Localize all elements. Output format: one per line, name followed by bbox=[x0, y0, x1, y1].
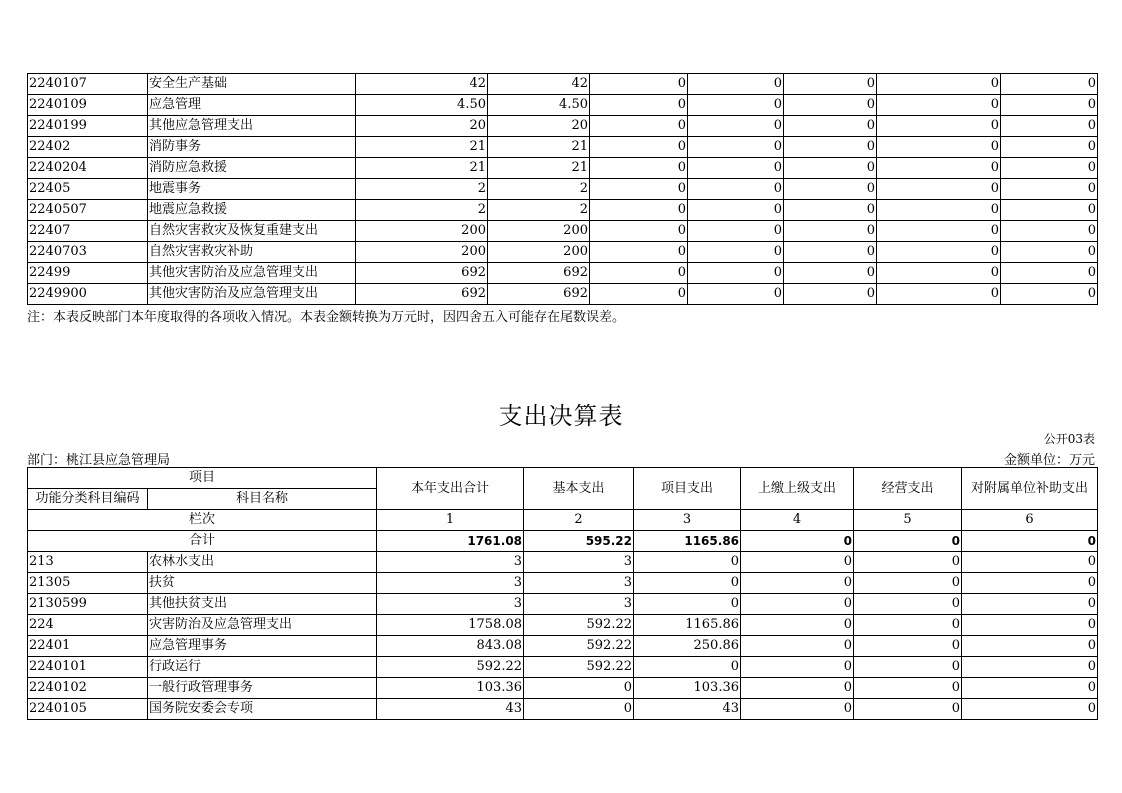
row-value: 0 bbox=[1001, 221, 1098, 242]
total-cell: 595.22 bbox=[524, 531, 634, 552]
row-name: 自然灾害救灾补助 bbox=[148, 242, 356, 263]
row-value: 0 bbox=[590, 158, 688, 179]
row-value: 2 bbox=[488, 179, 590, 200]
row-value: 692 bbox=[488, 284, 590, 305]
total-cell: 1165.86 bbox=[634, 531, 741, 552]
row-value: 0 bbox=[1001, 158, 1098, 179]
row-value: 4.50 bbox=[488, 95, 590, 116]
table-row bbox=[28, 242, 1098, 263]
row-value: 0 bbox=[854, 573, 962, 594]
row-value: 0 bbox=[962, 594, 1098, 615]
table-row bbox=[28, 636, 1098, 657]
page-title: 支出决算表 bbox=[498, 402, 624, 430]
table-row bbox=[28, 552, 1098, 573]
unit-label: 金额单位：万元 bbox=[1003, 453, 1095, 468]
row-value: 0 bbox=[741, 615, 854, 636]
table-row bbox=[28, 678, 1098, 699]
row-value: 42 bbox=[356, 74, 488, 95]
row-value: 0 bbox=[741, 636, 854, 657]
row-value: 692 bbox=[356, 263, 488, 284]
row-name: 扶贫 bbox=[148, 573, 377, 594]
row-value: 2 bbox=[488, 200, 590, 221]
table-row bbox=[28, 263, 1098, 284]
total-cell: 1761.08 bbox=[377, 531, 524, 552]
row-value: 43 bbox=[634, 699, 741, 720]
seq-cell: 3 bbox=[634, 510, 741, 531]
row-value: 592.22 bbox=[524, 636, 634, 657]
row-value: 3 bbox=[377, 594, 524, 615]
total-cell: 0 bbox=[854, 531, 962, 552]
row-value: 21 bbox=[356, 137, 488, 158]
row-value: 0 bbox=[854, 636, 962, 657]
row-code: 2249900 bbox=[28, 284, 148, 305]
col-header-3: 项目支出 bbox=[634, 468, 741, 510]
row-name: 安全生产基础 bbox=[148, 74, 356, 95]
row-value: 0 bbox=[877, 95, 1001, 116]
row-value: 0 bbox=[590, 284, 688, 305]
row-value: 0 bbox=[854, 615, 962, 636]
row-value: 0 bbox=[688, 116, 784, 137]
row-code: 2240107 bbox=[28, 74, 148, 95]
row-code: 22407 bbox=[28, 221, 148, 242]
row-value: 0 bbox=[524, 699, 634, 720]
row-code: 2130599 bbox=[28, 594, 148, 615]
row-value: 0 bbox=[1001, 242, 1098, 263]
table-row bbox=[28, 179, 1098, 200]
row-value: 0 bbox=[688, 200, 784, 221]
total-cell: 0 bbox=[741, 531, 854, 552]
row-value: 0 bbox=[688, 284, 784, 305]
row-value: 0 bbox=[590, 74, 688, 95]
row-value: 0 bbox=[688, 242, 784, 263]
row-value: 0 bbox=[784, 95, 877, 116]
row-value: 0 bbox=[1001, 116, 1098, 137]
row-value: 0 bbox=[784, 200, 877, 221]
row-value: 0 bbox=[877, 158, 1001, 179]
row-name: 国务院安委会专项 bbox=[148, 699, 377, 720]
row-value: 42 bbox=[488, 74, 590, 95]
row-value: 0 bbox=[877, 137, 1001, 158]
row-value: 0 bbox=[688, 74, 784, 95]
row-name: 其他灾害防治及应急管理支出 bbox=[148, 284, 356, 305]
row-value: 0 bbox=[962, 615, 1098, 636]
row-value: 4.50 bbox=[356, 95, 488, 116]
row-value: 0 bbox=[741, 657, 854, 678]
row-value: 692 bbox=[356, 284, 488, 305]
seq-cell: 6 bbox=[962, 510, 1098, 531]
row-value: 0 bbox=[590, 95, 688, 116]
seq-cell: 4 bbox=[741, 510, 854, 531]
row-value: 0 bbox=[741, 594, 854, 615]
row-code: 21305 bbox=[28, 573, 148, 594]
row-value: 0 bbox=[784, 116, 877, 137]
row-value: 0 bbox=[877, 116, 1001, 137]
row-code: 2240102 bbox=[28, 678, 148, 699]
row-code: 2240101 bbox=[28, 657, 148, 678]
row-code: 224 bbox=[28, 615, 148, 636]
row-value: 0 bbox=[784, 263, 877, 284]
row-value: 0 bbox=[962, 552, 1098, 573]
table-row bbox=[28, 74, 1098, 95]
row-value: 0 bbox=[1001, 263, 1098, 284]
row-name: 行政运行 bbox=[148, 657, 377, 678]
row-name: 其他应急管理支出 bbox=[148, 116, 356, 137]
table-row bbox=[28, 221, 1098, 242]
row-name: 地震应急救援 bbox=[148, 200, 356, 221]
row-value: 3 bbox=[524, 552, 634, 573]
row-value: 0 bbox=[524, 678, 634, 699]
row-value: 0 bbox=[634, 552, 741, 573]
row-code: 2240204 bbox=[28, 158, 148, 179]
code-col-header: 功能分类科目编码 bbox=[28, 489, 148, 510]
seq-cell: 1 bbox=[377, 510, 524, 531]
row-code: 22402 bbox=[28, 137, 148, 158]
row-value: 43 bbox=[377, 699, 524, 720]
row-value: 21 bbox=[488, 158, 590, 179]
row-value: 0 bbox=[590, 137, 688, 158]
row-value: 843.08 bbox=[377, 636, 524, 657]
seq-row bbox=[28, 510, 1098, 531]
table-note: 注：本表反映部门本年度取得的各项收入情况。本表金额转换为万元时，因四舍五入可能存在尾数误差。 bbox=[27, 310, 626, 325]
row-value: 103.36 bbox=[377, 678, 524, 699]
row-code: 2240199 bbox=[28, 116, 148, 137]
row-value: 0 bbox=[590, 179, 688, 200]
row-name: 一般行政管理事务 bbox=[148, 678, 377, 699]
row-value: 1758.08 bbox=[377, 615, 524, 636]
table-row bbox=[28, 116, 1098, 137]
row-value: 0 bbox=[1001, 95, 1098, 116]
row-value: 0 bbox=[854, 594, 962, 615]
row-value: 21 bbox=[488, 137, 590, 158]
col-header-6: 对附属单位补助支出 bbox=[962, 468, 1098, 510]
row-value: 0 bbox=[688, 158, 784, 179]
row-name: 其他扶贫支出 bbox=[148, 594, 377, 615]
row-value: 200 bbox=[488, 221, 590, 242]
row-name: 应急管理 bbox=[148, 95, 356, 116]
row-value: 0 bbox=[688, 179, 784, 200]
row-value: 0 bbox=[877, 200, 1001, 221]
row-name: 其他灾害防治及应急管理支出 bbox=[148, 263, 356, 284]
row-value: 0 bbox=[590, 116, 688, 137]
row-value: 3 bbox=[377, 552, 524, 573]
row-code: 2240703 bbox=[28, 242, 148, 263]
row-value: 0 bbox=[590, 242, 688, 263]
seq-cell: 5 bbox=[854, 510, 962, 531]
row-value: 250.86 bbox=[634, 636, 741, 657]
row-value: 3 bbox=[377, 573, 524, 594]
row-value: 0 bbox=[634, 594, 741, 615]
row-value: 0 bbox=[1001, 179, 1098, 200]
row-value: 0 bbox=[854, 552, 962, 573]
total-label: 合计 bbox=[28, 531, 377, 552]
row-value: 0 bbox=[877, 242, 1001, 263]
row-value: 592.22 bbox=[524, 615, 634, 636]
total-row bbox=[28, 531, 1098, 552]
seq-cell: 2 bbox=[524, 510, 634, 531]
table-row bbox=[28, 573, 1098, 594]
row-value: 0 bbox=[877, 179, 1001, 200]
row-name: 自然灾害救灾及恢复重建支出 bbox=[148, 221, 356, 242]
table-row bbox=[28, 284, 1098, 305]
row-value: 0 bbox=[784, 74, 877, 95]
row-value: 0 bbox=[741, 699, 854, 720]
row-value: 592.22 bbox=[377, 657, 524, 678]
header-row-1 bbox=[28, 468, 1098, 489]
row-value: 0 bbox=[877, 284, 1001, 305]
row-value: 0 bbox=[634, 657, 741, 678]
row-code: 213 bbox=[28, 552, 148, 573]
row-value: 0 bbox=[962, 657, 1098, 678]
row-value: 0 bbox=[688, 221, 784, 242]
row-code: 22499 bbox=[28, 263, 148, 284]
name-col-header: 科目名称 bbox=[148, 489, 377, 510]
row-code: 2240507 bbox=[28, 200, 148, 221]
row-value: 21 bbox=[356, 158, 488, 179]
row-code: 2240109 bbox=[28, 95, 148, 116]
row-value: 0 bbox=[962, 699, 1098, 720]
col-header-4: 上缴上级支出 bbox=[741, 468, 854, 510]
table-row bbox=[28, 594, 1098, 615]
table-row bbox=[28, 615, 1098, 636]
row-value: 0 bbox=[784, 158, 877, 179]
row-value: 0 bbox=[688, 137, 784, 158]
row-value: 0 bbox=[688, 263, 784, 284]
row-value: 0 bbox=[962, 636, 1098, 657]
row-value: 0 bbox=[1001, 200, 1098, 221]
col-header-5: 经营支出 bbox=[854, 468, 962, 510]
item-header: 项目 bbox=[28, 468, 377, 489]
row-name: 地震事务 bbox=[148, 179, 356, 200]
form-number: 公开03表 bbox=[1043, 432, 1095, 446]
row-value: 2 bbox=[356, 179, 488, 200]
row-name: 应急管理事务 bbox=[148, 636, 377, 657]
row-value: 0 bbox=[877, 263, 1001, 284]
expenditure-table bbox=[27, 467, 1098, 720]
row-value: 200 bbox=[356, 242, 488, 263]
row-value: 20 bbox=[356, 116, 488, 137]
row-value: 103.36 bbox=[634, 678, 741, 699]
row-value: 0 bbox=[877, 221, 1001, 242]
table-row bbox=[28, 95, 1098, 116]
row-value: 3 bbox=[524, 594, 634, 615]
table-row bbox=[28, 137, 1098, 158]
seq-label: 栏次 bbox=[28, 510, 377, 531]
row-value: 0 bbox=[784, 221, 877, 242]
department-label: 部门：桃江县应急管理局 bbox=[27, 453, 171, 468]
table-row bbox=[28, 699, 1098, 720]
row-value: 2 bbox=[356, 200, 488, 221]
row-value: 0 bbox=[854, 678, 962, 699]
row-name: 灾害防治及应急管理支出 bbox=[148, 615, 377, 636]
row-value: 200 bbox=[356, 221, 488, 242]
col-header-2: 基本支出 bbox=[524, 468, 634, 510]
row-value: 0 bbox=[590, 221, 688, 242]
row-value: 0 bbox=[590, 263, 688, 284]
table-row bbox=[28, 657, 1098, 678]
row-value: 1165.86 bbox=[634, 615, 741, 636]
row-value: 0 bbox=[634, 573, 741, 594]
row-value: 0 bbox=[854, 699, 962, 720]
table-row bbox=[28, 200, 1098, 221]
row-value: 0 bbox=[1001, 137, 1098, 158]
row-code: 2240105 bbox=[28, 699, 148, 720]
row-value: 0 bbox=[784, 284, 877, 305]
row-value: 200 bbox=[488, 242, 590, 263]
row-value: 0 bbox=[877, 74, 1001, 95]
row-value: 592.22 bbox=[524, 657, 634, 678]
row-value: 0 bbox=[590, 200, 688, 221]
row-value: 0 bbox=[1001, 284, 1098, 305]
row-value: 0 bbox=[784, 242, 877, 263]
row-value: 3 bbox=[524, 573, 634, 594]
row-value: 0 bbox=[688, 95, 784, 116]
row-value: 0 bbox=[962, 678, 1098, 699]
row-value: 0 bbox=[854, 657, 962, 678]
row-code: 22401 bbox=[28, 636, 148, 657]
row-name: 农林水支出 bbox=[148, 552, 377, 573]
row-name: 消防事务 bbox=[148, 137, 356, 158]
row-value: 20 bbox=[488, 116, 590, 137]
row-value: 0 bbox=[741, 573, 854, 594]
col-header-1: 本年支出合计 bbox=[377, 468, 524, 510]
row-value: 692 bbox=[488, 263, 590, 284]
row-code: 22405 bbox=[28, 179, 148, 200]
row-value: 0 bbox=[784, 179, 877, 200]
income-table-continuation bbox=[27, 73, 1098, 305]
row-value: 0 bbox=[741, 552, 854, 573]
row-name: 消防应急救援 bbox=[148, 158, 356, 179]
table-row bbox=[28, 158, 1098, 179]
row-value: 0 bbox=[784, 137, 877, 158]
row-value: 0 bbox=[741, 678, 854, 699]
row-value: 0 bbox=[1001, 74, 1098, 95]
row-value: 0 bbox=[962, 573, 1098, 594]
total-cell: 0 bbox=[962, 531, 1098, 552]
